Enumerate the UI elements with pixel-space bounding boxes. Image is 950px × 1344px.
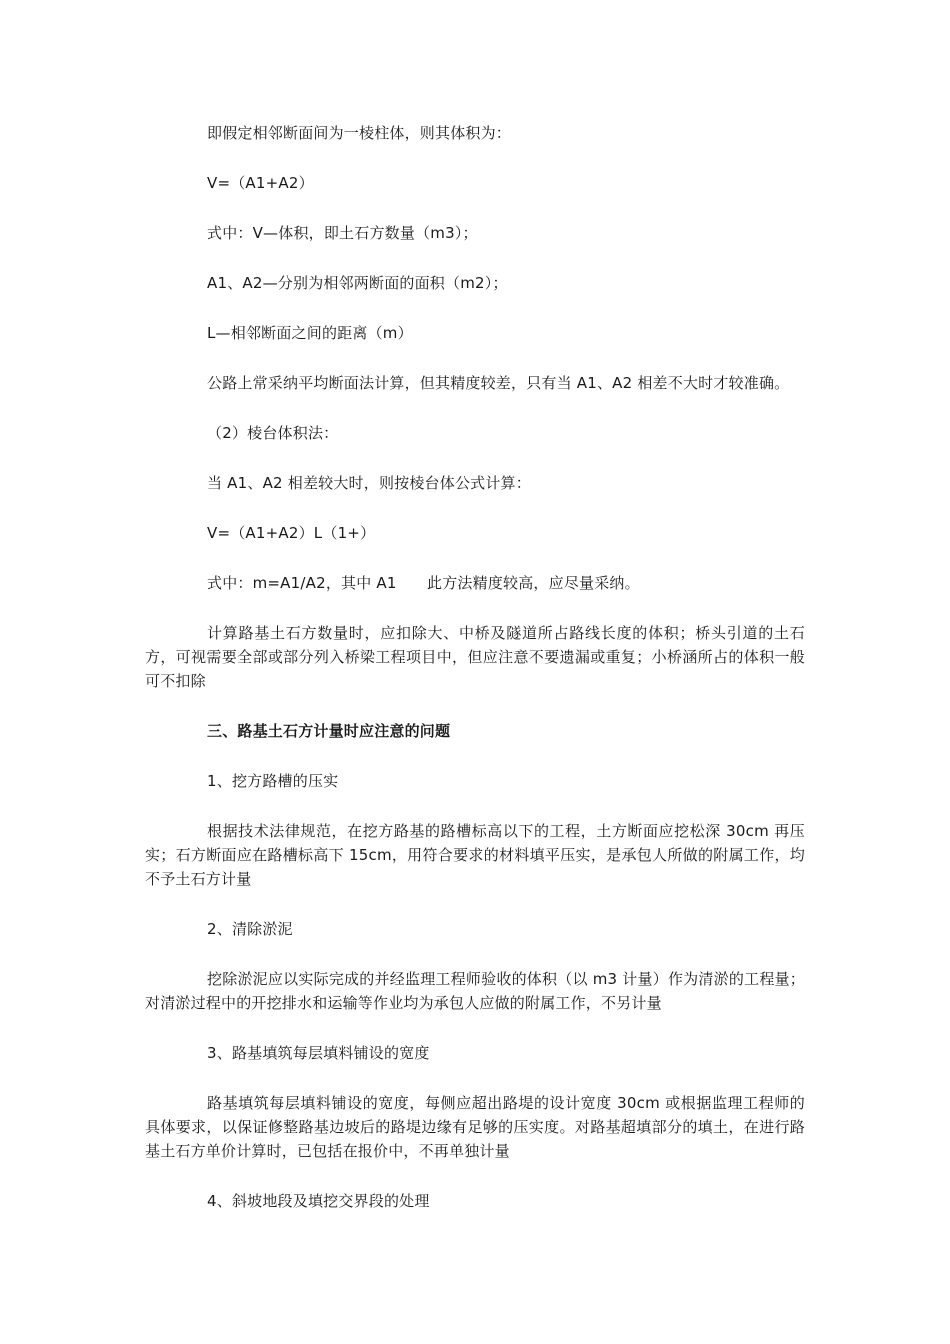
subsection-title: 3、路基填筑每层填料铺设的宽度 — [207, 1044, 430, 1062]
paragraph: 当 A1、A2 相差较大时，则按棱台体公式计算： — [207, 474, 531, 492]
section-heading: 三、路基土石方计量时应注意的问题 — [207, 722, 451, 740]
paragraph: L—相邻断面之间的距离（m） — [207, 324, 413, 342]
paragraph: 挖除淤泥应以实际完成的并经监理工程师验收的体积（以 m3 计量）作为清淤的工程量；对清淤过程中的开挖排水和运输等作业均为承包人应做的附属工作，不另计量 — [145, 970, 805, 1012]
subsection-title: 1、挖方路槽的压实 — [207, 772, 339, 790]
subsection-title: （2）棱台体积法： — [207, 424, 339, 442]
formula: V=（A1+A2）L（1+） — [207, 524, 376, 542]
paragraph: 式中：m=A1/A2，其中 A1 此方法精度较高，应尽量采纳。 — [207, 574, 640, 592]
paragraph: 即假定相邻断面间为一棱柱体，则其体积为： — [207, 124, 512, 142]
paragraph: 公路上常采纳平均断面法计算，但其精度较差，只有当 A1、A2 相差不大时才较准确。 — [207, 374, 790, 392]
subsection-title: 4、斜坡地段及填挖交界段的处理 — [207, 1192, 430, 1210]
paragraph: 式中：V—体积，即土石方数量（m3）； — [207, 224, 478, 242]
paragraph: 计算路基土石方数量时，应扣除大、中桥及隧道所占路线长度的体积；桥头引道的土石方，可视需要全部或部分列入桥梁工程项目中，但应注意不要遗漏或重复；小桥涵所占的体积一般可不扣除 — [145, 624, 805, 690]
subsection-title: 2、清除淤泥 — [207, 920, 293, 938]
formula: V=（A1+A2） — [207, 174, 314, 192]
document-body — [145, 121, 805, 1239]
paragraph: 路基填筑每层填料铺设的宽度，每侧应超出路堤的设计宽度 30cm 或根据监理工程师的具体要求，以保证修整路基边坡后的路堤边缘有足够的压实度。对路基超填部分的填土，在进行路基土石方单价计算时，已包括在报价中，不再单独计量 — [145, 1094, 805, 1160]
paragraph: A1、A2—分别为相邻两断面的面积（m2）； — [207, 274, 508, 292]
paragraph: 根据技术法律规范，在挖方路基的路槽标高以下的工程，土方断面应挖松深 30cm 再压实；石方断面应在路槽标高下 15cm，用符合要求的材料填平压实，是承包人所做的附属工作，均不予土石方计量 — [145, 822, 805, 888]
